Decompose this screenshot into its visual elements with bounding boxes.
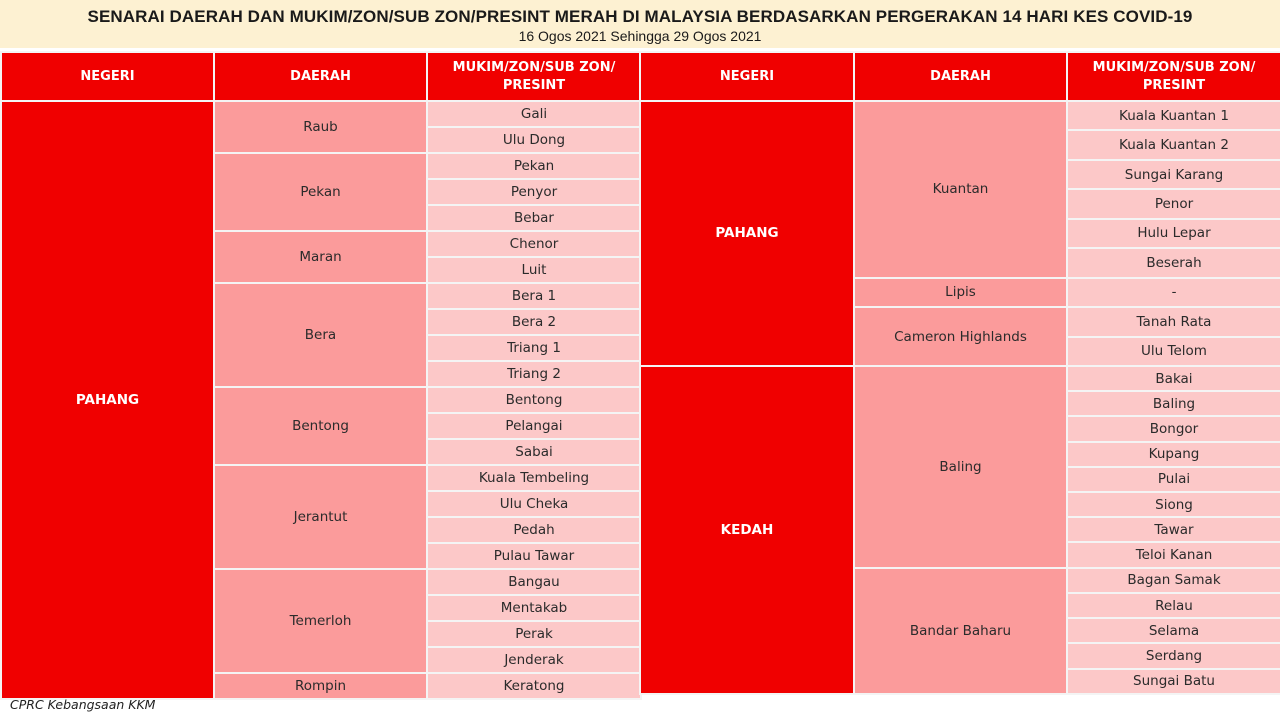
col-header-mukim: MUKIM/ZON/SUB ZON/ PRESINT — [1067, 52, 1280, 101]
right-zone-table — [639, 51, 1280, 695]
negeri-cell: PAHANG — [1, 101, 214, 699]
mukim-cell: Luit — [427, 257, 641, 283]
daerah-cell: Jerantut — [214, 465, 427, 569]
col-header-daerah: DAERAH — [854, 52, 1067, 101]
mukim-cell: Kuala Kuantan 2 — [1067, 130, 1280, 159]
mukim-cell: Bongor — [1067, 416, 1280, 441]
mukim-cell: Penyor — [427, 179, 641, 205]
mukim-cell: Pulai — [1067, 467, 1280, 492]
mukim-cell: Relau — [1067, 593, 1280, 618]
mukim-cell: Bangau — [427, 569, 641, 595]
mukim-cell: Sungai Batu — [1067, 669, 1280, 694]
table-row — [1, 101, 641, 127]
mukim-cell: Siong — [1067, 492, 1280, 517]
daerah-cell: Bentong — [214, 387, 427, 465]
daerah-cell: Kuantan — [854, 101, 1067, 278]
col-header-daerah: DAERAH — [214, 52, 427, 101]
mukim-cell: Tawar — [1067, 517, 1280, 542]
mukim-cell: Kuala Tembeling — [427, 465, 641, 491]
mukim-cell: Serdang — [1067, 643, 1280, 668]
mukim-cell: Kupang — [1067, 442, 1280, 467]
col-header-mukim: MUKIM/ZON/SUB ZON/ PRESINT — [427, 52, 641, 101]
mukim-cell: Bera 1 — [427, 283, 641, 309]
page-title: SENARAI DAERAH DAN MUKIM/ZON/SUB ZON/PRESINT MERAH DI MALAYSIA BERDASARKAN PERGERAKAN 14 HARI KES COVID-19 — [87, 7, 1193, 26]
mukim-cell: Sungai Karang — [1067, 160, 1280, 189]
mukim-cell: Bakai — [1067, 366, 1280, 391]
col-header-negeri: NEGERI — [1, 52, 214, 101]
daerah-cell: Bera — [214, 283, 427, 387]
mukim-cell: Sabai — [427, 439, 641, 465]
mukim-cell: Triang 1 — [427, 335, 641, 361]
daerah-cell: Baling — [854, 366, 1067, 568]
mukim-cell: Perak — [427, 621, 641, 647]
mukim-cell: Bagan Samak — [1067, 568, 1280, 593]
daerah-cell: Temerloh — [214, 569, 427, 673]
table-row — [640, 101, 1280, 130]
mukim-cell: Bentong — [427, 387, 641, 413]
mukim-cell: Ulu Telom — [1067, 337, 1280, 366]
daerah-cell: Cameron Highlands — [854, 307, 1067, 366]
daerah-cell: Lipis — [854, 278, 1067, 307]
daerah-cell: Raub — [214, 101, 427, 153]
mukim-cell: Hulu Lepar — [1067, 219, 1280, 248]
mukim-cell: Bera 2 — [427, 309, 641, 335]
header-banner — [0, 0, 1280, 48]
mukim-cell: Mentakab — [427, 595, 641, 621]
mukim-cell: Triang 2 — [427, 361, 641, 387]
mukim-cell: Bebar — [427, 205, 641, 231]
mukim-cell: Jenderak — [427, 647, 641, 673]
mukim-cell: Tanah Rata — [1067, 307, 1280, 336]
mukim-cell: Pekan — [427, 153, 641, 179]
mukim-cell: Ulu Cheka — [427, 491, 641, 517]
mukim-cell: Beserah — [1067, 248, 1280, 277]
left-zone-table — [0, 51, 642, 700]
mukim-cell: Penor — [1067, 189, 1280, 218]
mukim-cell: Selama — [1067, 618, 1280, 643]
daerah-cell: Pekan — [214, 153, 427, 231]
mukim-cell: Kuala Kuantan 1 — [1067, 101, 1280, 130]
mukim-cell: Pedah — [427, 517, 641, 543]
mukim-cell: Pelangai — [427, 413, 641, 439]
date-range: 16 Ogos 2021 Sehingga 29 Ogos 2021 — [518, 28, 762, 44]
mukim-cell: Pulau Tawar — [427, 543, 641, 569]
mukim-cell: Gali — [427, 101, 641, 127]
table-row — [640, 366, 1280, 391]
daerah-cell: Rompin — [214, 673, 427, 699]
daerah-cell: Bandar Baharu — [854, 568, 1067, 694]
mukim-cell: Baling — [1067, 391, 1280, 416]
negeri-cell: KEDAH — [640, 366, 854, 694]
mukim-cell: Keratong — [427, 673, 641, 699]
mukim-cell: Teloi Kanan — [1067, 542, 1280, 567]
mukim-cell: - — [1067, 278, 1280, 307]
footer-source: CPRC Kebangsaan KKM — [10, 697, 156, 712]
negeri-cell: PAHANG — [640, 101, 854, 366]
mukim-cell: Chenor — [427, 231, 641, 257]
daerah-cell: Maran — [214, 231, 427, 283]
mukim-cell: Ulu Dong — [427, 127, 641, 153]
col-header-negeri: NEGERI — [640, 52, 854, 101]
